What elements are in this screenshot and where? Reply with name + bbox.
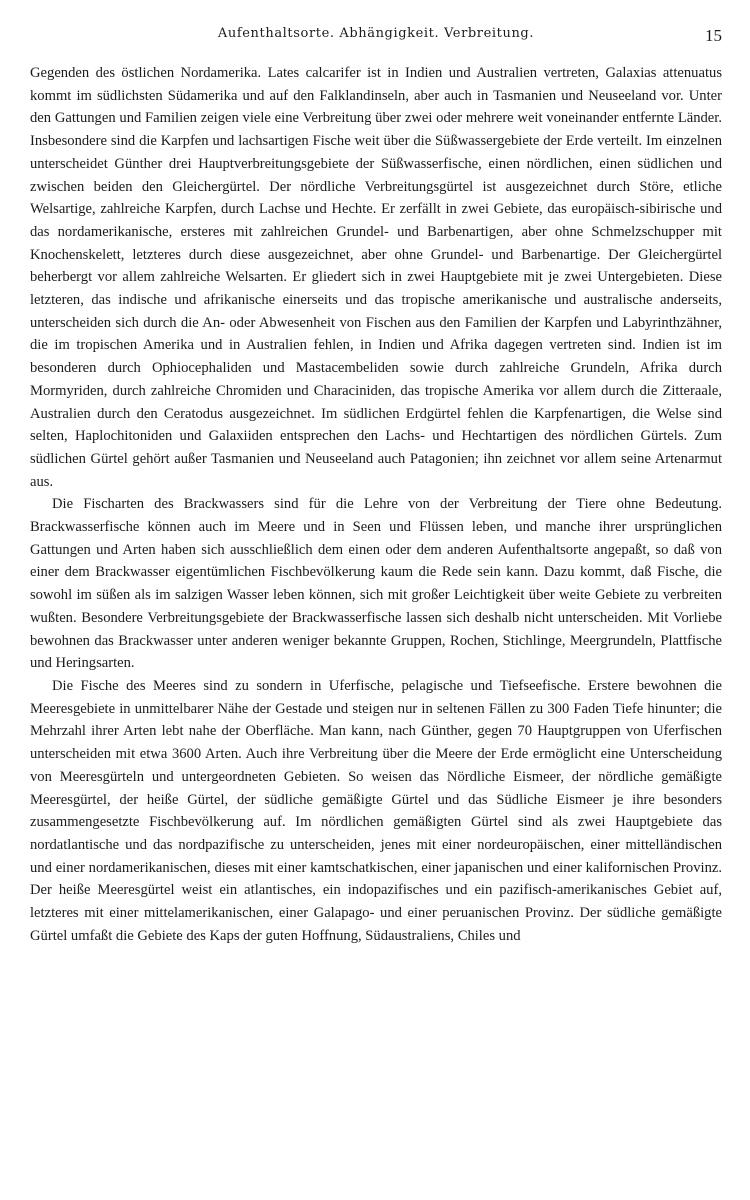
paragraph-continuation: Gegenden des östlichen Nordamerika. Lates calcarifer ist in Indien und Australien vertreten, Galaxias attenuatus kommt im südlichsten Südamerika und auf den Falklandinseln, aber auch in Tasmanien und Neuseeland vor. Unter den Gattungen und Familien zeigen viele eine Verbreitung über zwei oder mehrere weit voneinander entfernte Länder. Insbesondere sind die Karpfen und lachsartigen Fische weit über die Süßwassergebiete der Erde verteilt. Im einzelnen unterscheidet Günther drei Hauptverbreitungsgebiete der Süßwasserfische, einen nördlichen, einen südlichen und zwischen beiden den Gleichergürtel. Der nördliche Verbreitungsgürtel ist ausgezeichnet durch Störe, etliche Welsartige, zahlreiche Karpfen, durch Lachse und Hechte. Er zerfällt in zwei Gebiete, das europäisch-sibirische und das nordamerikanische, ersteres mit zahlreichen Grundel- und Barbenartigen, aber ohne Schmelzschupper mit Knochenskelett, letzteres durch diese ausgezeichnet, aber ohne Grundel- und Barbenartige. Der Gleichergürtel beherbergt vor allem zahlreiche Welsarten. Er gliedert sich in zwei Hauptgebiete mit je zwei Untergebieten. Diese letzteren, das indische und afrikanische einerseits und das tropische amerikanische und australische anderseits, unterscheiden sich durch die An- oder Abwesenheit von Fischen aus den Familien der Karpfen und Labyrinthzähner, die im tropischen Amerika und in Australien fehlen, in Indien und Afrika dagegen vertreten sind. Indien ist im besonderen durch Ophiocephaliden und Mastacembeliden sowie durch zahlreiche Grundeln, Afrika durch Mormyriden, durch zahlreiche Chromiden und Characiniden, das tropische Amerika vor allem durch die Zitteraale, Australien durch den Ceratodus ausgezeichnet. Im südlichen Erdgürtel fehlen die Karpfenartigen, die Welse sind selten, Haplochitoniden und Galaxiiden entsprechen den Lachs- und Hechtartigen des nördlichen Gürtels. Zum südlichen Gürtel gehört außer Tasmanien und Neuseeland auch Patagonien; ihn zeichnet vor allem seine Artenarmut aus. (30, 65, 722, 490)
running-title: Aufenthaltsorte. Abhängigkeit. Verbreitung. (217, 26, 535, 41)
paragraph-brackwasser: Die Fischarten des Brackwassers sind für die Lehre von der Verbreitung der Tiere ohne Bedeutung. Brackwasserfische können auch im Meere und in Seen und Flüssen leben, und manche ihrer ursprünglichen Gattungen und Arten haben sich ausschließlich dem einen oder dem anderen Aufenthaltsorte angepaßt, so daß von einer dem Brackwasser eigentümlichen Fischbevölkerung kaum die Rede sein kann. Dazu kommt, daß Fische, die sowohl im süßen als im salzigen Wasser leben können, sich mit großer Leichtigkeit über weite Gebiete zu verbreiten wußten. Besondere Verbreitungsgebiete der Brackwasserfische lassen sich deshalb nicht unterscheiden. Mit Vorliebe bewohnen das Brackwasser unter anderen weniger bekannte Gruppen, Rochen, Stichlinge, Meergrundeln, Plattfische und Heringsarten. (30, 496, 722, 672)
running-header (30, 22, 722, 52)
book-page (30, 22, 722, 947)
body-text (30, 62, 722, 947)
paragraph-meeresfische: Die Fische des Meeres sind zu sondern in Uferfische, pelagische und Tiefseefische. Erstere bewohnen die Meeresgebiete in unmittelbarer Nähe der Gestade und steigen nur in seltenen Fällen zu 300 Faden Tiefe hinunter; die Mehrzahl ihrer Arten lebt nahe der Oberfläche. Man kann, nach Günther, gegen 70 Hauptgruppen von Uferfischen unterscheiden mit etwa 3600 Arten. Auch ihre Verbreitung über die Meere der Erde ermöglicht eine Unterscheidung von Meeresgürteln und untergeordneten Gebieten. So weisen das Nördliche Eismeer, der nördliche gemäßigte Meeresgürtel, der heiße Gürtel, der südliche gemäßigte Gürtel und das Südliche Eismeer je ihre besonders zusammengesetzte Fischbevölkerung auf. Im nördlichen gemäßigten Gürtel sind als zwei Hauptgebiete das nordatlantische und das nordpazifische zu unterscheiden, jenes mit einer nordeuropäischen, einer mittelländischen und einer nordamerikanischen, dieses mit einer kamtschatkischen, einer japanischen und einer kalifornischen Provinz. Der heiße Meeresgürtel weist ein atlantisches, ein indopazifisches und ein pazifisch-amerikanisches Gebiet auf, letzteres mit einer mittelamerikanischen, einer Galapago- und einer peruanischen Provinz. Der südliche gemäßigte Gürtel umfaßt die Gebiete des Kaps der guten Hoffnung, Südaustraliens, Chiles und (30, 677, 722, 944)
page-number: 15 (705, 26, 722, 45)
